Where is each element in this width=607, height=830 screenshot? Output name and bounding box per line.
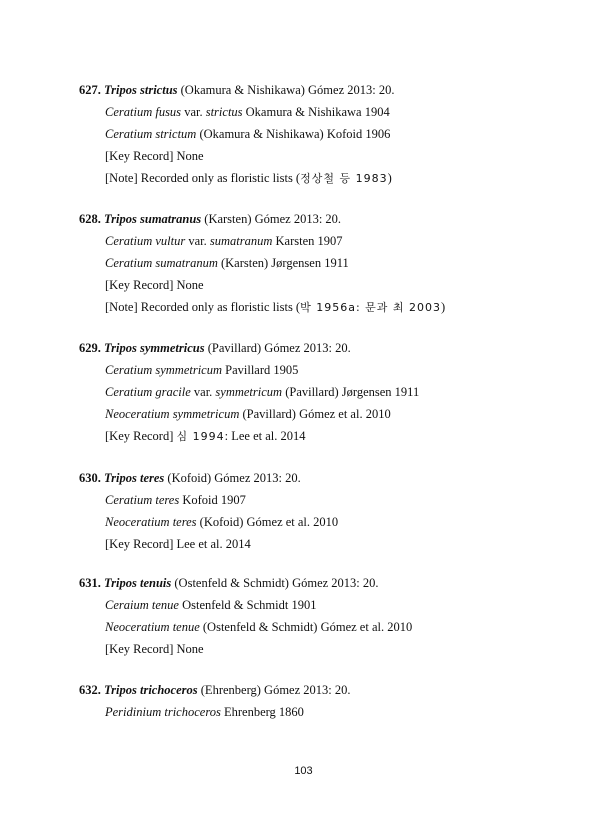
key-record: [Key Record] None — [105, 278, 204, 292]
synonym-line — [79, 489, 559, 511]
key-record-rest: : Lee et al. 2014 — [224, 429, 306, 443]
species-name: Tripos sumatranus — [104, 212, 202, 226]
synonym-text: var. — [181, 105, 206, 119]
synonym-text: var. — [190, 385, 216, 399]
synonym-name: Ceratium sumatranum — [105, 256, 218, 270]
synonym-authority: (Okamura & Nishikawa) Kofoid 1906 — [196, 127, 391, 141]
synonym-variety: strictus — [205, 105, 243, 119]
species-entry-629 — [79, 337, 559, 447]
entry-number: 631. — [79, 576, 101, 590]
synonym-authority: (Pavillard) Gómez et al. 2010 — [239, 407, 391, 421]
note-line — [79, 167, 559, 189]
synonym-name: Ceratium strictum — [105, 127, 197, 141]
species-authority: (Okamura & Nishikawa) Gómez 2013: 20. — [177, 83, 395, 97]
synonym-line — [79, 252, 559, 274]
entry-heading — [79, 337, 559, 359]
species-entry-627 — [79, 79, 559, 189]
note-text: [Note] Recorded only as floristic lists ( — [105, 171, 301, 185]
synonym-name: Peridinium trichoceros — [105, 705, 221, 719]
synonym-authority: Kofoid 1907 — [179, 493, 246, 507]
note-close: ) — [387, 171, 392, 185]
synonym-line — [79, 403, 559, 425]
species-name: Tripos trichoceros — [104, 683, 198, 697]
species-entry-630 — [79, 467, 559, 555]
synonym-authority: Pavillard 1905 — [222, 363, 299, 377]
entry-number: 629. — [79, 341, 101, 355]
synonym-authority: Okamura & Nishikawa 1904 — [242, 105, 390, 119]
species-entry-631 — [79, 572, 559, 660]
synonym-variety: symmetricum — [215, 385, 283, 399]
key-record: [Key Record] Lee et al. 2014 — [105, 537, 251, 551]
key-record: [Key Record] None — [105, 149, 204, 163]
entry-heading — [79, 79, 559, 101]
synonym-name: Ceratium fusus — [105, 105, 182, 119]
synonym-authority: (Kofoid) Gómez et al. 2010 — [196, 515, 339, 529]
entry-number: 632. — [79, 683, 101, 697]
synonym-line — [79, 511, 559, 533]
synonym-authority: Ehrenberg 1860 — [220, 705, 304, 719]
synonym-authority: (Pavillard) Jørgensen 1911 — [282, 385, 420, 399]
key-record-line — [79, 145, 559, 167]
key-record-line — [79, 638, 559, 660]
entry-number: 630. — [79, 471, 101, 485]
synonym-name: Neoceratium tenue — [105, 620, 200, 634]
species-authority: (Ostenfeld & Schmidt) Gómez 2013: 20. — [171, 576, 379, 590]
note-text: [Note] Recorded only as floristic lists ( — [105, 300, 301, 314]
entry-heading — [79, 572, 559, 594]
synonym-authority: (Karsten) Jørgensen 1911 — [217, 256, 349, 270]
synonym-variety: sumatranum — [209, 234, 273, 248]
key-record-line — [79, 274, 559, 296]
synonym-name: Ceratium symmetricum — [105, 363, 222, 377]
synonym-name: Ceraium tenue — [105, 598, 179, 612]
synonym-name: Ceratium vultur — [105, 234, 186, 248]
synonym-authority: (Ostenfeld & Schmidt) Gómez et al. 2010 — [199, 620, 413, 634]
entry-heading — [79, 679, 559, 701]
key-record-line — [79, 425, 559, 447]
synonym-line — [79, 230, 559, 252]
entry-number: 628. — [79, 212, 101, 226]
species-authority: (Kofoid) Gómez 2013: 20. — [164, 471, 301, 485]
key-record: [Key Record] — [105, 429, 177, 443]
korean-reference: 박 1956a: 문과 최 2003 — [300, 301, 442, 314]
species-name: Tripos teres — [104, 471, 165, 485]
synonym-line — [79, 381, 559, 403]
synonym-line — [79, 359, 559, 381]
synonym-authority: Karsten 1907 — [272, 234, 343, 248]
species-name: Tripos tenuis — [104, 576, 172, 590]
synonym-line — [79, 616, 559, 638]
synonym-line — [79, 101, 559, 123]
synonym-name: Neoceratium teres — [105, 515, 197, 529]
page-number: 103 — [294, 765, 313, 777]
synonym-line — [79, 701, 559, 723]
synonym-text: var. — [185, 234, 210, 248]
species-name: Tripos symmetricus — [104, 341, 205, 355]
note-close: ) — [441, 300, 446, 314]
species-entry-632 — [79, 679, 559, 723]
species-authority: (Ehrenberg) Gómez 2013: 20. — [197, 683, 351, 697]
synonym-authority: Ostenfeld & Schmidt 1901 — [178, 598, 317, 612]
synonym-name: Ceratium teres — [105, 493, 180, 507]
species-name: Tripos strictus — [104, 83, 178, 97]
synonym-line — [79, 594, 559, 616]
species-entry-628 — [79, 208, 559, 318]
entry-heading — [79, 467, 559, 489]
species-authority: (Karsten) Gómez 2013: 20. — [201, 212, 342, 226]
key-record: [Key Record] None — [105, 642, 204, 656]
korean-reference: 정상철 등 1983 — [300, 172, 388, 185]
key-record-line — [79, 533, 559, 555]
synonym-name: Ceratium gracile — [105, 385, 191, 399]
synonym-line — [79, 123, 559, 145]
species-authority: (Pavillard) Gómez 2013: 20. — [204, 341, 351, 355]
note-line — [79, 296, 559, 318]
synonym-name: Neoceratium symmetricum — [105, 407, 240, 421]
entry-heading — [79, 208, 559, 230]
entry-number: 627. — [79, 83, 101, 97]
korean-reference: 심 1994 — [176, 430, 225, 443]
